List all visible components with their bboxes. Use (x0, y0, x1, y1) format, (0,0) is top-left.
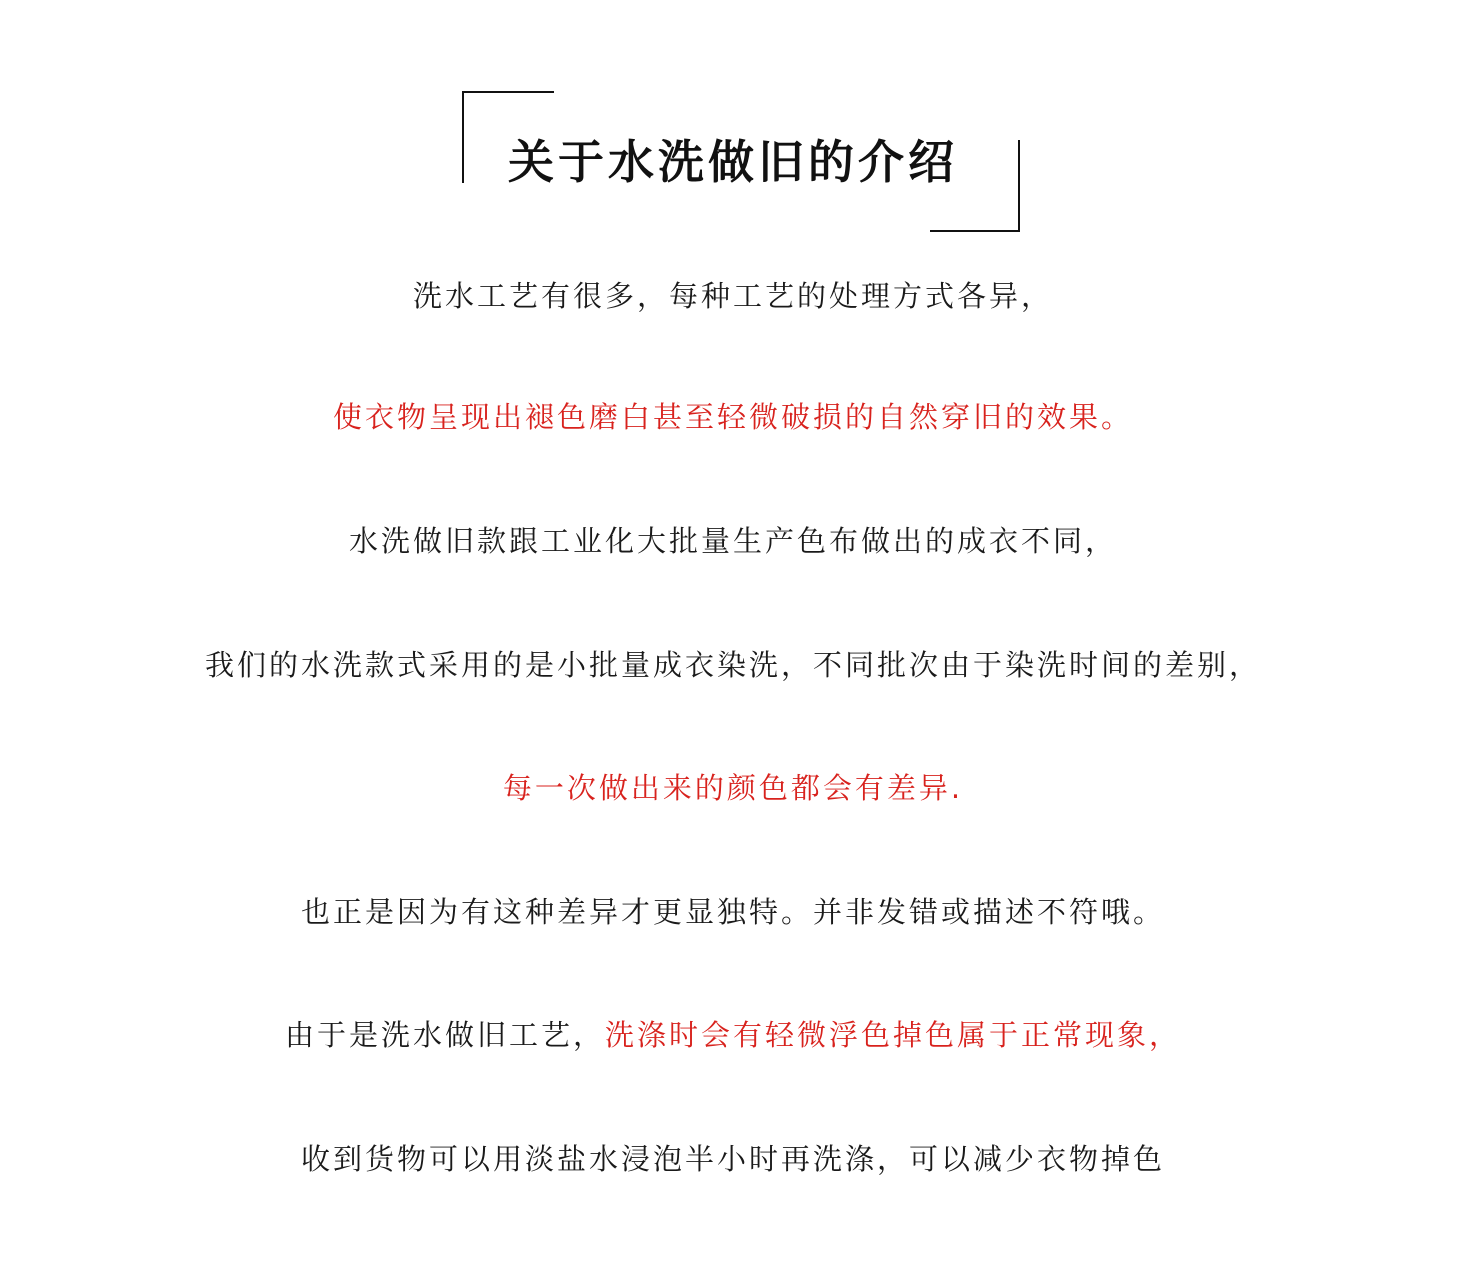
text-line-1: 洗水工艺有很多，每种工艺的处理方式各异， (412, 279, 1053, 313)
text-line-2-highlight: 使衣物呈现出褪色磨白甚至轻微破损的自然穿旧的效果。 (332, 400, 1133, 434)
text-line-5-highlight: 每一次做出来的颜色都会有差异. (502, 771, 964, 805)
text-line-8: 收到货物可以用淡盐水浸泡半小时再洗涤，可以减少衣物掉色 (300, 1142, 1165, 1176)
text-line-6: 也正是因为有这种差异才更显独特。并非发错或描述不符哦。 (300, 895, 1165, 929)
text-line-7-plain: 由于是洗水做旧工艺， (284, 1018, 605, 1052)
text-line-7 (0, 1015, 1466, 1055)
text-line-3: 水洗做旧款跟工业化大批量生产色布做出的成衣不同， (348, 524, 1117, 558)
text-line-4: 我们的水洗款式采用的是小批量成衣染洗，不同批次由于染洗时间的差别， (204, 648, 1261, 682)
page-title: 关于水洗做旧的介绍 (508, 135, 958, 189)
text-line-7-highlight: 洗涤时会有轻微浮色掉色属于正常现象， (605, 1018, 1182, 1052)
